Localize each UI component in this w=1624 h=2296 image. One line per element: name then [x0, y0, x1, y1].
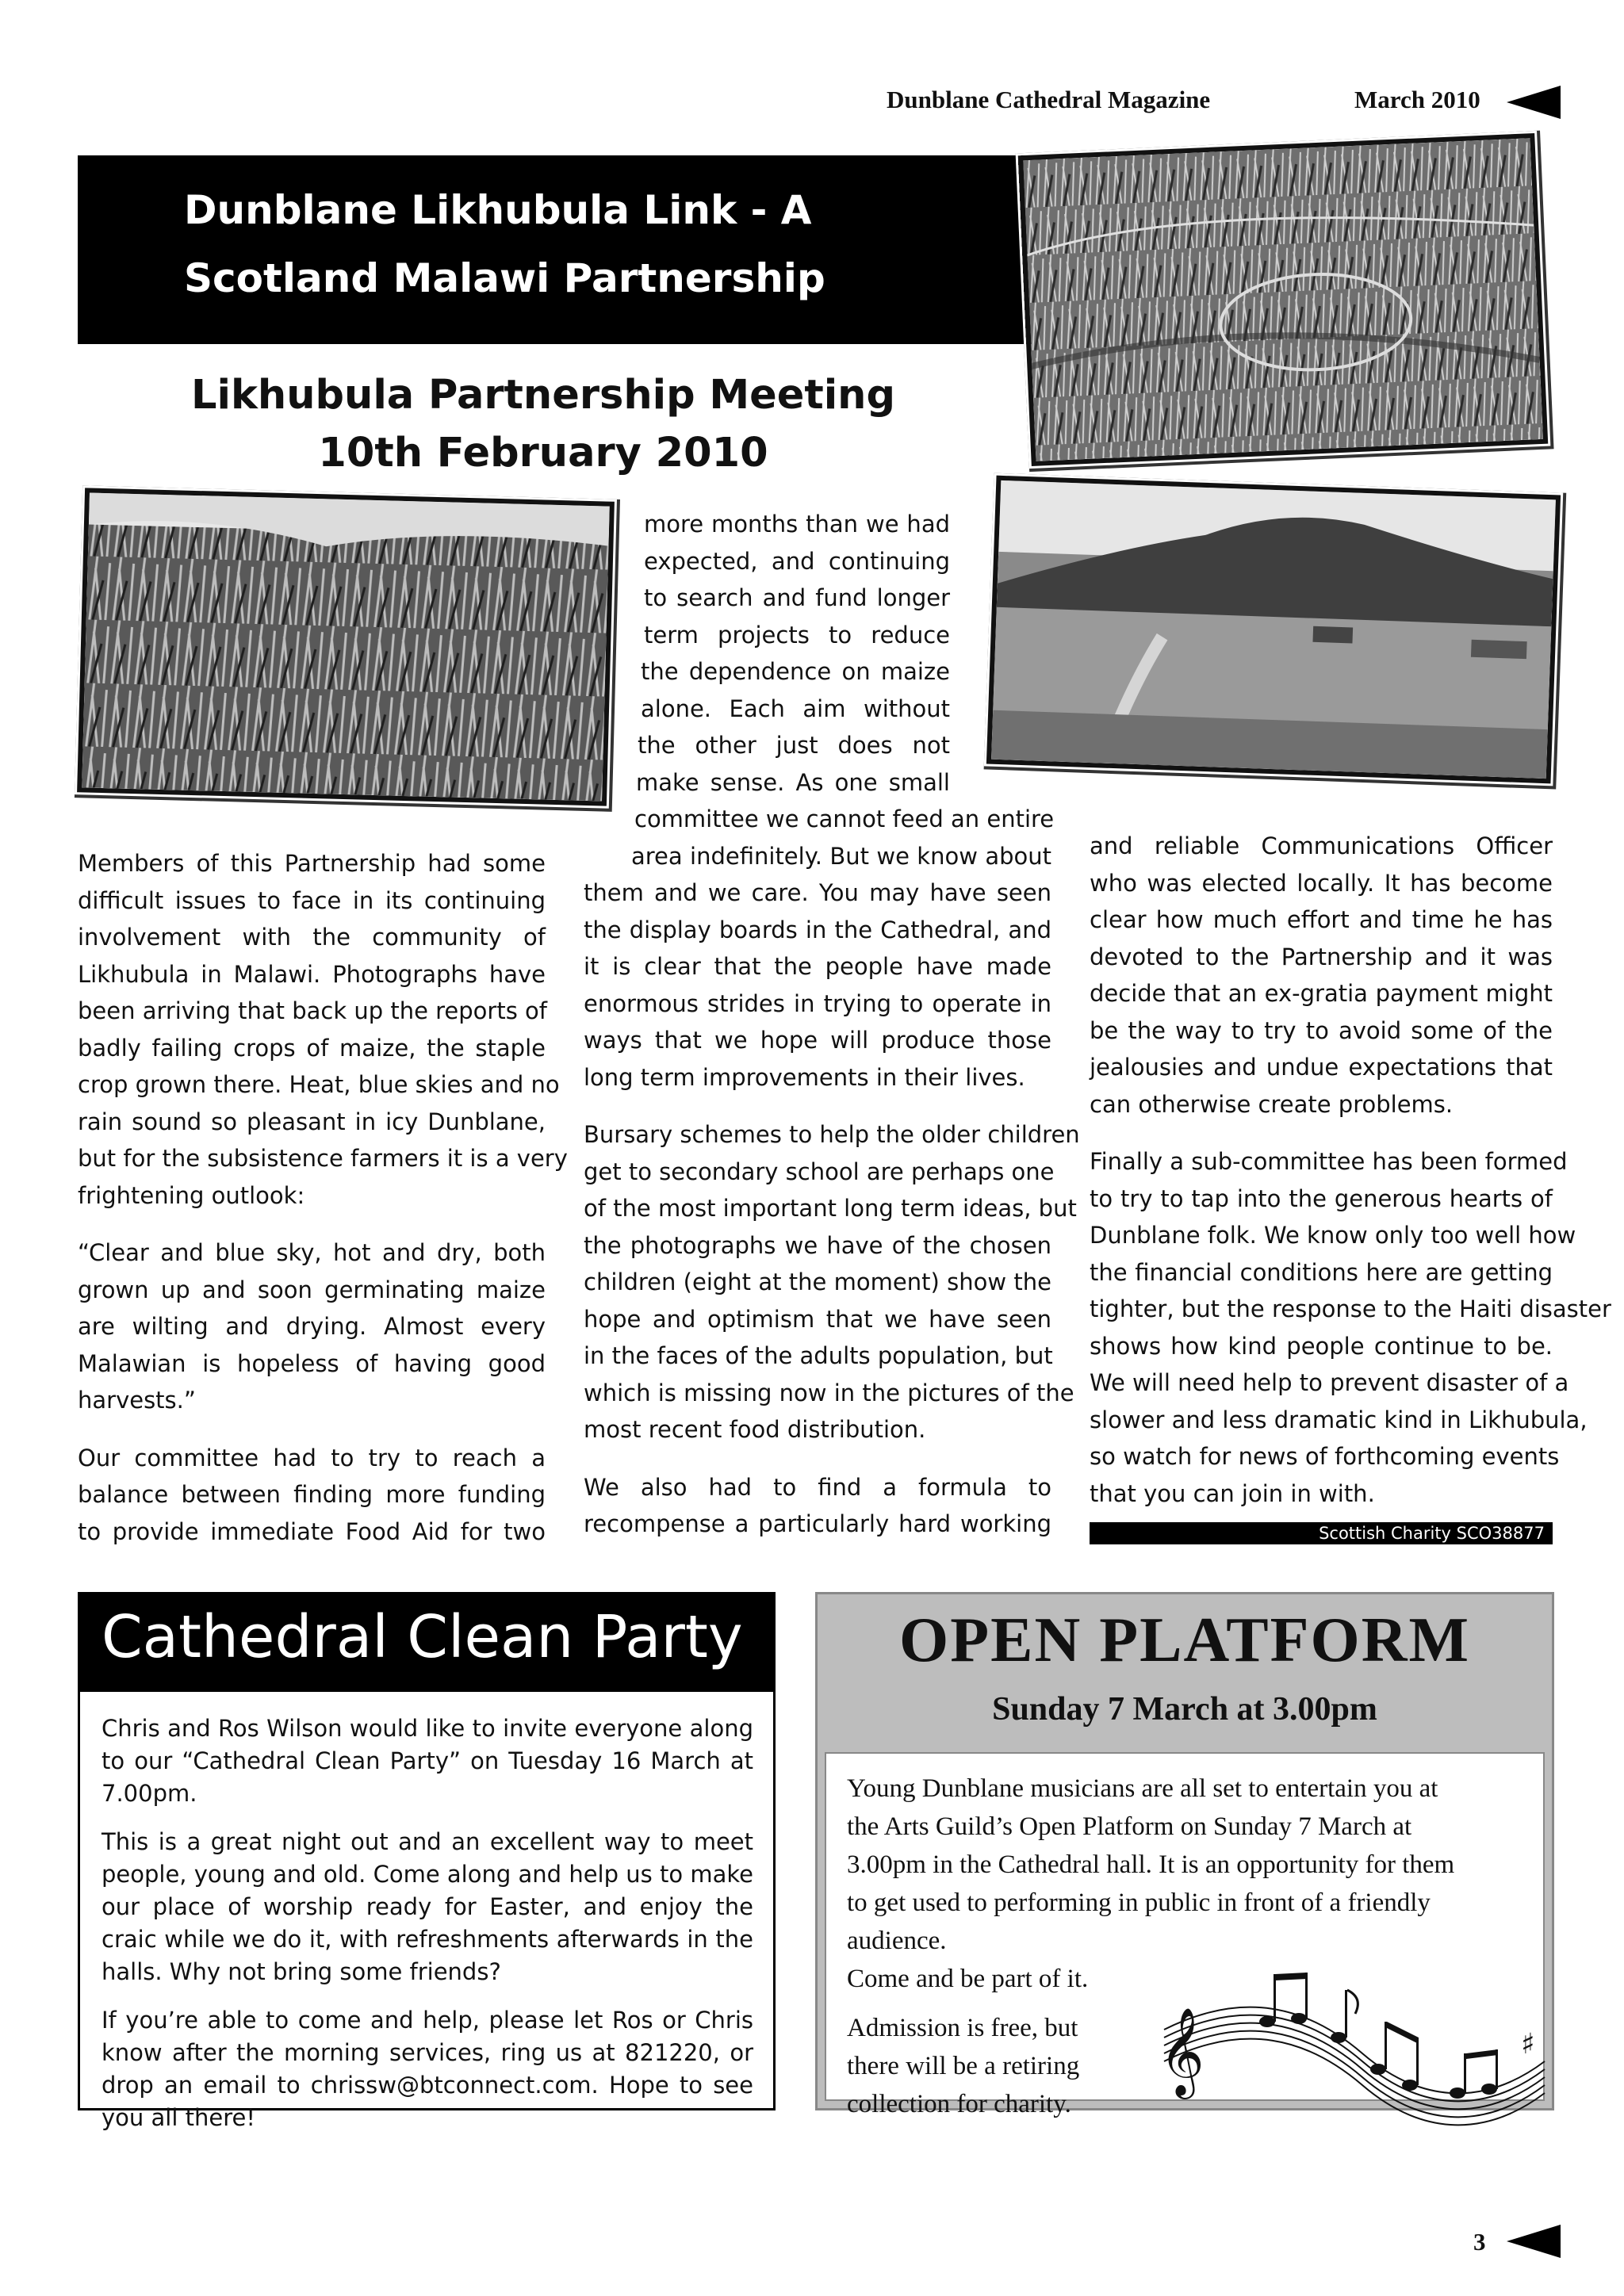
music-notes-icon [1148, 1958, 1553, 2133]
open-platform-line: collection for charity. [847, 2090, 1071, 2118]
text-line: children (eight at the moment) show the [584, 1269, 1051, 1295]
page-marker-triangle-icon [1507, 2225, 1561, 2258]
text-line: the display boards in the Cathedral, and [584, 916, 1051, 943]
text-line: long term improvements in their lives. [584, 1063, 1025, 1091]
text-line: Finally a sub-committee has been formed [1090, 1148, 1568, 1175]
text-line: make sense. As one small [636, 768, 950, 796]
text-line: enormous strides in trying to operate in [584, 989, 1051, 1017]
text-line: alone. Each aim without [641, 695, 950, 722]
open-platform-line: there will be a retiring [847, 2052, 1080, 2080]
text-line: We will need help to prevent disaster of a [1090, 1369, 1569, 1396]
magazine-name: Dunblane Cathedral Magazine [887, 86, 1211, 113]
text-line: jealousies and undue expectations that [1090, 1054, 1553, 1081]
text-line: clear how much effort and time he has [1090, 906, 1553, 933]
text-line: been arriving that back up the reports of [78, 997, 547, 1024]
article-subtitle: Likhubula Partnership Meeting 10th February 2010 [191, 372, 895, 476]
text-line: so watch for news of forthcoming events [1090, 1443, 1560, 1470]
text-line: get to secondary school are perhaps one [584, 1158, 1055, 1185]
text-line: them and we care. You may have seen [584, 879, 1051, 906]
text-line: difficult issues to face in its continuing [78, 886, 546, 914]
article-column-3 [1090, 828, 1611, 1533]
text-line: devoted to the Partnership and it was [1090, 943, 1553, 970]
maize-field-photo-1 [1018, 133, 1548, 466]
text-line: Malawian is hopeless of having good [78, 1349, 546, 1377]
text-line: most recent food distribution. [584, 1416, 926, 1443]
text-line: slower and less dramatic kind in Likhubula, [1090, 1406, 1588, 1433]
text-line: rain sound so pleasant in icy Dunblane, [78, 1108, 546, 1135]
article-column-2 [584, 506, 1080, 1563]
text-line: recompense a particularly hard working [584, 1510, 1051, 1537]
text-line: to try to tap into the generous hearts of [1090, 1184, 1553, 1212]
text-line: Our committee had to try to reach a [78, 1444, 546, 1471]
text-line: who was elected locally. It has become [1090, 869, 1553, 897]
page-marker-triangle-icon [1507, 86, 1561, 119]
svg-text:𝄞: 𝄞 [1159, 2007, 1205, 2095]
text-line: tighter, but the response to the Haiti disaster [1090, 1295, 1611, 1322]
open-platform-line: Come and be part of it. [847, 1965, 1089, 1993]
text-line: decide that an ex-gratia payment might [1090, 980, 1553, 1007]
text-line: shows how kind people continue to be. [1090, 1332, 1553, 1360]
article-column-1 [78, 845, 568, 1571]
clean-party-title: Cathedral Clean Party [102, 1603, 743, 1671]
text-line: to search and fund longer [644, 584, 950, 611]
text-line: it is clear that the people have made [584, 953, 1051, 980]
text-line: frightening outlook: [78, 1181, 305, 1209]
text-line: be the way to try to avoid some of the [1090, 1016, 1553, 1044]
open-platform-line: Admission is free, but [847, 2014, 1078, 2042]
svg-text:♯: ♯ [1521, 2028, 1535, 2061]
issue-date: March 2010 [1354, 86, 1480, 113]
text-line: committee we cannot feed an entire [634, 806, 1055, 832]
charity-number: Scottish Charity SCO38877 [1090, 1522, 1553, 1544]
text-line: Dunblane folk. We know only too well how [1090, 1222, 1576, 1249]
text-line: but for the subsistence farmers it is a very [78, 1145, 568, 1172]
text-line: which is missing now in the pictures of the [584, 1379, 1074, 1406]
text-line: We also had to find a formula to [584, 1473, 1051, 1501]
open-platform-title: OPEN PLATFORM [898, 1605, 1471, 1675]
text-line: harvests.” [78, 1387, 196, 1414]
maize-crop-photo-2 [77, 488, 615, 806]
text-line: are wilting and drying. Almost every [78, 1313, 546, 1340]
text-line: involvement with the community of [78, 924, 546, 951]
text-line: balance between finding more funding [78, 1481, 546, 1508]
text-line: more months than we had [644, 511, 950, 538]
text-line: expected, and continuing [644, 547, 950, 575]
open-platform-line: 3.00pm in the Cathedral hall. It is an opportunity for them [847, 1850, 1455, 1879]
page-number: 3 [1473, 2228, 1486, 2256]
text-line: “Clear and blue sky, hot and dry, both [78, 1239, 546, 1266]
open-platform-line: to get used to performing in public in front of a friendly [847, 1888, 1431, 1917]
text-line: in the faces of the adults population, but [584, 1342, 1053, 1369]
text-line: the dependence on maize [641, 658, 950, 685]
text-line: badly failing crops of maize, the staple [78, 1034, 546, 1062]
text-line: crop grown there. Heat, blue skies and no [78, 1071, 560, 1098]
text-line: ways that we hope will produce those [584, 1027, 1051, 1054]
text-line: Likhubula in Malawi. Photographs have [78, 960, 546, 988]
text-line: the photographs we have of the chosen [584, 1231, 1051, 1259]
text-line: area indefinitely. But we know about [631, 842, 1051, 870]
open-platform-line: the Arts Guild’s Open Platform on Sunday 7 March at [847, 1812, 1412, 1841]
open-platform-line: audience. [847, 1927, 947, 1955]
text-line: hope and optimism that we have seen [584, 1305, 1051, 1333]
text-line: grown up and soon germinating maize [78, 1276, 546, 1303]
text-line: that you can join in with. [1090, 1479, 1375, 1507]
landscape-photo-3 [986, 476, 1561, 784]
text-line: Members of this Partnership had some [78, 850, 546, 877]
text-line: to provide immediate Food Aid for two [78, 1517, 546, 1545]
text-line: and reliable Communications Officer [1090, 832, 1553, 859]
open-platform-line: Young Dunblane musicians are all set to entertain you at [847, 1774, 1438, 1803]
text-line: the financial conditions here are getting [1090, 1258, 1553, 1286]
section-title: Dunblane Likhubula Link - A Scotland Malawi Partnership [184, 187, 825, 301]
text-line: the other just does not [638, 732, 950, 759]
text-line: can otherwise create problems. [1090, 1090, 1454, 1118]
clean-party-body: Chris and Ros Wilson would like to invite everyone along to our “Cathedral Clean Party” on Tuesday 16 March at 7.00pm. This is a great night out and an excellent way to meet people, young and old. Come along and help us to make our place of worship ready for Easter, and enjoy the craic while we do it, with refreshments afterwards in the halls. Why not bring some friends? If you’re able to come and help, please let Ros or Chris know after the morning services, ring us at 821220, or drop an email to chrissw@btconnect.com. Hope to see you all there! [102, 1715, 753, 2131]
open-platform-date: Sunday 7 March at 3.00pm [992, 1691, 1377, 1728]
text-line: of the most important long term ideas, but [584, 1195, 1077, 1222]
text-line: term projects to reduce [644, 621, 950, 649]
text-line: Bursary schemes to help the older children [584, 1121, 1080, 1148]
